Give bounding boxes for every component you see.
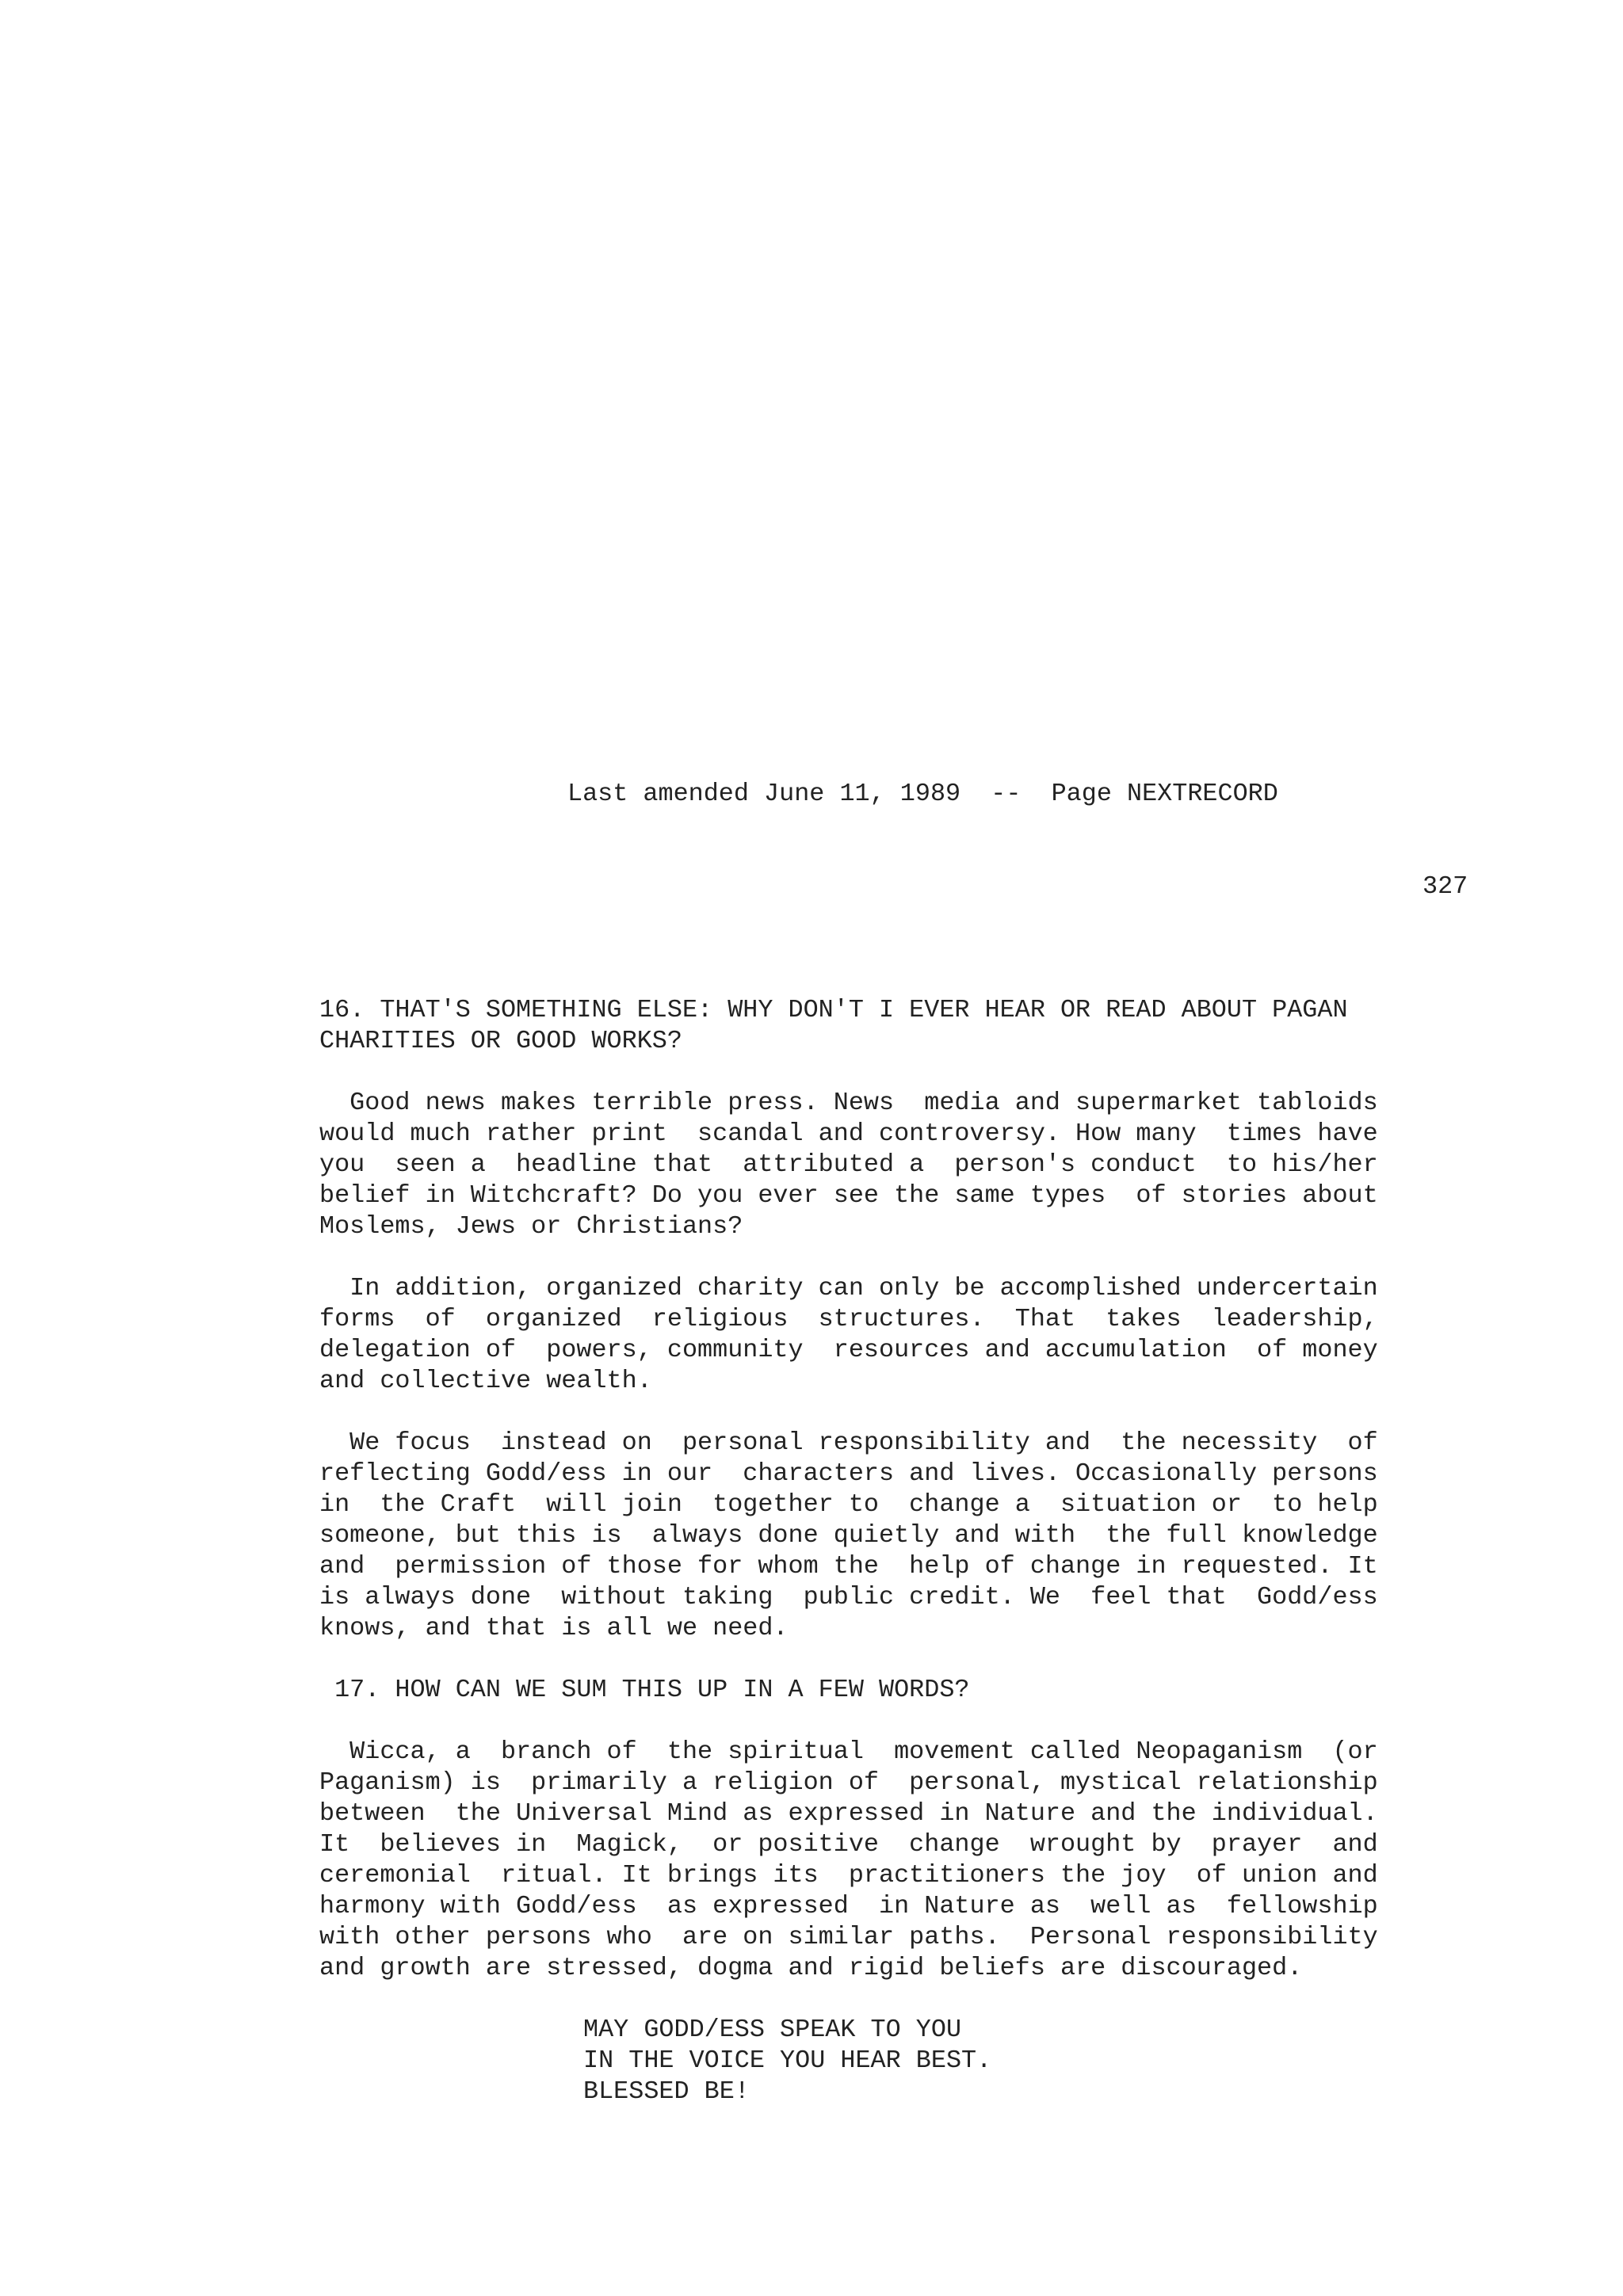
- section-17-para-1-line: ceremonial ritual. It brings its practitioners the joy of union and: [319, 1861, 1378, 1890]
- section-16-para-2-line: and collective wealth.: [319, 1367, 652, 1395]
- section-16-para-3-line: in the Craft will join together to change a situation or to help: [319, 1490, 1378, 1519]
- amended-line: Last amended June 11, 1989 -- Page NEXTRECORD: [567, 780, 1278, 808]
- section-17-para-1-line: with other persons who are on similar paths. Personal responsibility: [319, 1923, 1378, 1951]
- section-16-para-3-line: reflecting Godd/ess in our characters and lives. Occasionally persons: [319, 1459, 1378, 1488]
- section-16-para-3-line: We focus instead on personal responsibility and the necessity of: [319, 1428, 1378, 1457]
- closing-line: MAY GODD/ESS SPEAK TO YOU: [583, 2016, 962, 2044]
- section-17-para-1-line: It believes in Magick, or positive change wrought by prayer and: [319, 1830, 1378, 1859]
- closing-line: BLESSED BE!: [583, 2077, 750, 2106]
- section-16-para-1-line: you seen a headline that attributed a person's conduct to his/her: [319, 1150, 1378, 1179]
- section-17-para-1-line: Paganism) is primarily a religion of personal, mystical relationship: [319, 1768, 1378, 1797]
- section-16-para-2-line: forms of organized religious structures. That takes leadership,: [319, 1305, 1378, 1333]
- section-16-para-3-line: knows, and that is all we need.: [319, 1614, 789, 1642]
- section-16-heading-line-2: CHARITIES OR GOOD WORKS?: [319, 1027, 682, 1055]
- section-16-para-3-line: and permission of those for whom the help of change in requested. It: [319, 1552, 1378, 1581]
- closing-line: IN THE VOICE YOU HEAR BEST.: [583, 2046, 992, 2075]
- section-17-para-1-line: Wicca, a branch of the spiritual movement called Neopaganism (or: [319, 1737, 1378, 1766]
- section-17-para-1-line: and growth are stressed, dogma and rigid beliefs are discouraged.: [319, 1954, 1303, 1982]
- section-16-para-3-line: someone, but this is always done quietly and with the full knowledge: [319, 1521, 1378, 1550]
- section-16-para-1-line: Moslems, Jews or Christians?: [319, 1212, 743, 1241]
- section-16-para-2-line: In addition, organized charity can only be accomplished undercertain: [319, 1274, 1378, 1302]
- section-16-para-1-line: would much rather print scandal and controversy. How many times have: [319, 1119, 1378, 1148]
- section-17-para-1-line: harmony with Godd/ess as expressed in Nature as well as fellowship: [319, 1892, 1378, 1920]
- page-number: 327: [1423, 872, 1468, 901]
- section-16-heading-line-1: 16. THAT'S SOMETHING ELSE: WHY DON'T I EVER HEAR OR READ ABOUT PAGAN: [319, 996, 1348, 1024]
- section-16-para-3-line: is always done without taking public credit. We feel that Godd/ess: [319, 1583, 1378, 1611]
- section-16-para-1-line: belief in Witchcraft? Do you ever see the same types of stories about: [319, 1181, 1378, 1210]
- section-16-para-2-line: delegation of powers, community resources and accumulation of money: [319, 1336, 1378, 1364]
- section-17-heading: 17. HOW CAN WE SUM THIS UP IN A FEW WORDS?: [319, 1676, 970, 1704]
- section-17-para-1-line: between the Universal Mind as expressed in Nature and the individual.: [319, 1799, 1378, 1828]
- section-16-para-1-line: Good news makes terrible press. News media and supermarket tabloids: [319, 1089, 1378, 1117]
